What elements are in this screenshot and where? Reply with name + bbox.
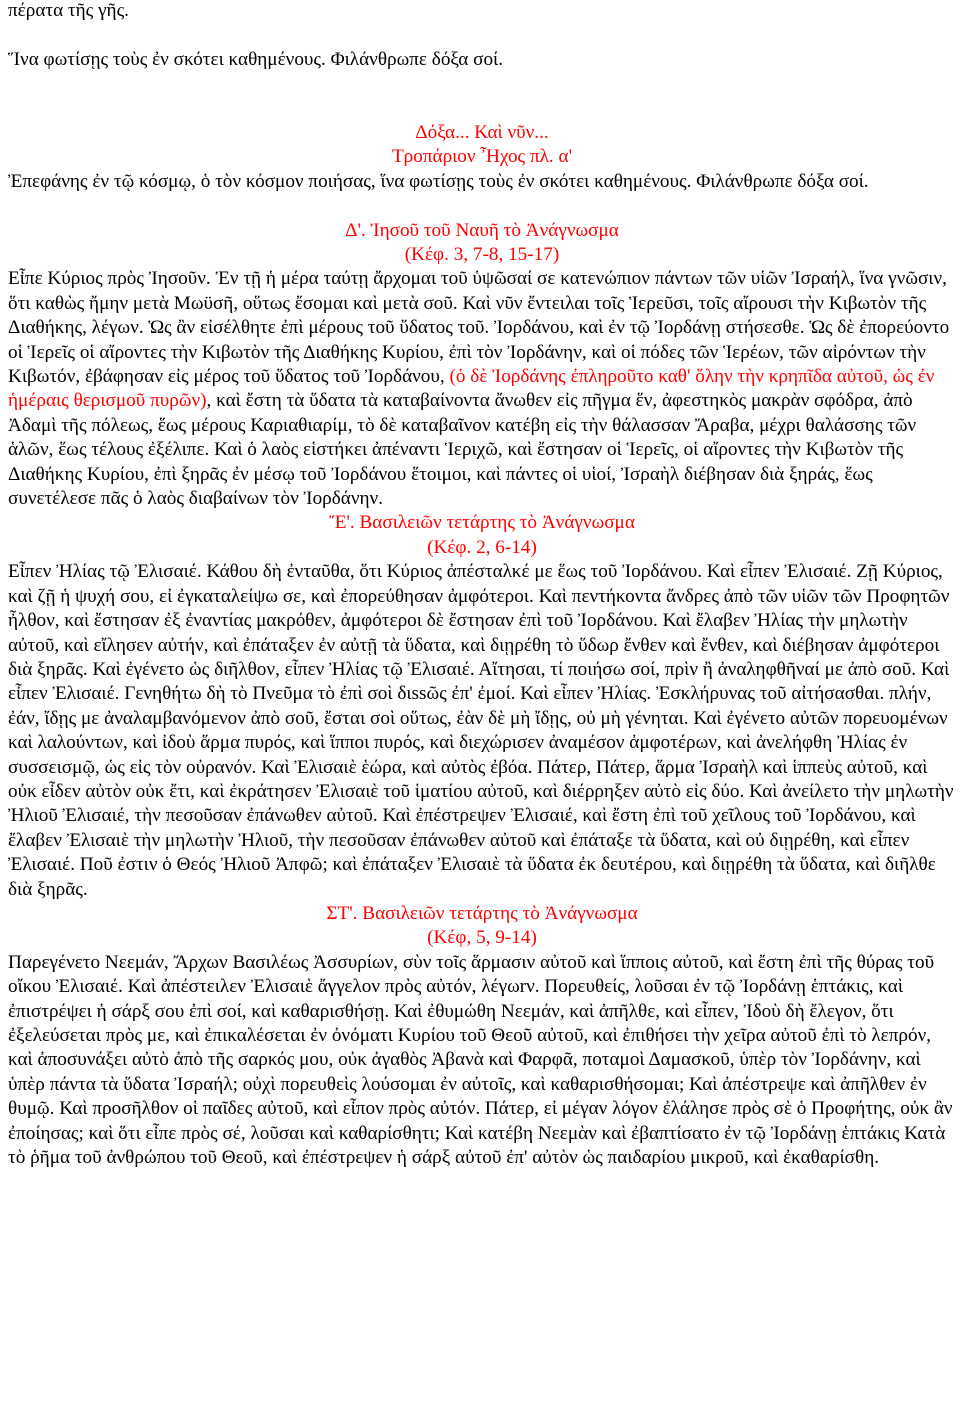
reading-4-ref: (Κέφ. 3, 7-8, 15-17)	[404, 244, 560, 265]
blank-line	[8, 97, 956, 121]
reading-4-text	[8, 267, 956, 511]
doxa-heading: Δόξα... Καὶ νῦν...	[415, 121, 549, 143]
blank-line	[8, 194, 956, 218]
reading-4-text-b: , καὶ ἔστη τὰ ὕδατα τὰ καταβαίνοντα ἄνωθεν εἰς πῆγμα ἕν, ἀφεστηκὸς μακρὰν σφόδρα, ἀπὸ Ἀδαμὶ τῆς πόλεως, ἕως μέρους Καριαθιαρίμ, τὸ δὲ καταβαῖνον κατέβη εἰς τὴν θάλασσαν Ἄραβα, μέχρι θαλάσσης τῶν ἁλῶν, ἕως τέλους ἐξέλιπε. Καὶ ὁ λαὸς εἱστήκει ἀπέναντι Ἱεριχῶ, καὶ ἔστησαν οἱ Ἱερεῖς, οἱ αἴροντες τὴν Κιβωτὸν τῆς Διαθήκης Κυρίου, ἐπὶ ξηρᾶς ἐν μέσῳ τοῦ Ἰορδάνου ἕτοιμοι, καὶ πάντες οἱ υἱοί, Ἰσραὴλ διέβησαν διὰ ξηράς, ἕως συνετέλεσε πᾶς ὁ λαὸς διαβαίνων τὸν Ἰορδάνην.	[8, 390, 917, 510]
blank-line	[8, 72, 956, 96]
reading-6-title: ΣΤ'. Βασιλειῶν τετάρτης τὸ Ἀνάγνωσμα	[326, 902, 638, 924]
reading-6-ref: (Κέφ, 5, 9-14)	[427, 927, 537, 949]
troparion-heading: Τροπάριον Ἦχος πλ. α'	[391, 146, 573, 168]
reading-6-text: Παρεγένετο Νεεμάν, Ἄρχων Βασιλέως Ἀσσυρίων, σὺν τοῖς ἅρμασιν αὐτοῦ καὶ ἵπποις αὐτοῦ, καὶ ἔστη ἐπὶ τῆς θύρας τοῦ οἴκου Ἐλισαιέ. Καὶ ἀπέστειλεν Ἐλισαιὲ ἄγγελον πρὸς αὐτόν, λέγωrν. Πορευθείς, λοῦσαι ἐν τῷ Ἰορδάνῃ ἑπτάκις, καὶ ἐπιστρέψει ἡ σάρξ σου ἐπὶ σοί, καὶ καθαρισθήσῃ. Καὶ ἐθυμώθη Νεεμάν, καὶ ἀπῆλθε, καὶ εἶπεν, Ἰδοὺ δὴ ἔλεγον, ὅτι ἐξελεύσεται πρὸς με, καὶ ἐπικαλέσεται ἐν ὀνόματι Κυρίου τοῦ Θεοῦ αὐτοῦ, καὶ ἐπιθήσει τὴν χεῖρα αὐτοῦ ἐπὶ τὸ λεπρόν, καὶ ἀποσυνάξει αὐτὸ ἀπὸ τῆς σαρκός μου, οὐκ ἀγαθὸς Ἀβανὰ καὶ Φαρφᾶ, ποταμοὶ Δαμασκοῦ, ὑπὲρ τὸν Ἰορδάνην, καὶ ὑπὲρ πάντα τὰ ὕδατα Ἰσραήλ; οὐχὶ πορευθεὶς λούσομαι ἐν αὐτοῖς, καὶ καθαρισθήσομαι; Καὶ ἀπέστρεψε καὶ ἀπῆλθεν ἐν θυμῷ. Καὶ προσῆλθον οἱ παῖδες αὐτοῦ, καὶ εἶπον πρὸς αὐτόν. Πάτερ, εἰ μέγαν λόγον ἐλάλησε πρὸς σὲ ὁ Προφήτης, οὐκ ἂν ἐποίησας; καὶ ὅτι εἶπε πρὸς σέ, λοῦσαι καὶ καθαρίσθητι; Καὶ κατέβη Νεεμὰν καὶ ἐβαπτίσατο ἐν τῷ Ἰορδάνῃ ἑπτάκις Κατὰ τὸ ῥῆμα τοῦ ἀνθρώπου τοῦ Θεοῦ, καὶ ἐπέστρεψεν ἡ σάρξ αὐτοῦ ἐπ' αὐτὸν ὡς παιδαρίου μικροῦ, καὶ ἐκαθαρίσθη.	[8, 951, 953, 1169]
document-page	[8, 0, 956, 1170]
text-line: Ἵνα φωτίσῃς τοὺς ἐν σκότει καθημένους. Φιλάνθρωπε δόξα σοί.	[8, 48, 503, 70]
reading-4-title: Δ'. Ἰησοῦ τοῦ Ναυῆ τὸ Ἀνάγνωσμα	[345, 219, 619, 241]
troparion-text: Ἐπεφάνης ἐν τῷ κόσμῳ, ὁ τὸν κόσμον ποιήσας, ἵνα φωτίσῃς τοὺς ἐν σκότει καθημένους. Φιλάνθρωπε δόξα σοί.	[8, 170, 869, 192]
reading-4-text-red: (ὁ δὲ Ἰορδάνης ἐπληροῦτο καθ' ὅλην τὴν κρηπῖδα αὐτοῦ, ὡς ἐν ἡμέραις θερισμοῦ πυρῶν)	[8, 366, 935, 412]
reading-5-title: Ἔ'. Βασιλειῶν τετάρτης τὸ Ἀνάγνωσμα	[329, 512, 635, 534]
reading-4-text-a: Εἶπε Κύριος πρὸς Ἰησοῦν. Ἐν τῇ ἡ μέρα ταύτῃ ἄρχομαι τοῦ ὑψῶσαί σε κατενώπιον πάντων τῶν υἱῶν Ἰσραήλ, ἵνα γνῶσιν, ὅτι καθὼς ἤμην μετὰ Μωϋσῆ, οὕτως ἔσομαι καὶ μετὰ σοῦ. Καὶ νῦν ἔντειλαι τοῖς Ἱερεῦσι, τοῖς αἴρουσι τὴν Κιβωτὸν τῆς Διαθήκης, λέγων. Ὡς ἂν εἰσέλθητε ἐπὶ μέρους τοῦ ὕδατος τοῦ. Ἰορδάνου, καὶ ἐν τῷ Ἰορδάνῃ στήσεσθε. Ὡς δὲ ἐπορεύοντο οἱ Ἱερεῖς οἱ αἴροντες τὴν Κιβωτὸν τῆς Διαθήκης Κυρίου, ἐπὶ τὸν Ἰορδάνην, καὶ οἱ πόδες τῶν Ἱερέων, τῶν αἰρόντων τὴν Κιβωτόν, ἐβάφησαν εἰς μέρος τοῦ ὕδατος τοῦ Ἰορδάνου,	[8, 268, 950, 388]
blank-line	[8, 23, 956, 47]
reading-5-text: Εἶπεν Ἠλίας τῷ Ἐλισαιέ. Κάθου δὴ ἐνταῦθα, ὅτι Κύριος ἀπέσταλκέ με ἕως τοῦ Ἰορδάνου. Καὶ εἶπεν Ἐλισαιέ. Ζῇ Κύριος, καὶ ζῇ ἡ ψυχή σου, εἰ ἐγκαταλείψω σε, καὶ ἐπορεύθησαν ἀμφότεροι. Καὶ πεντήκοντα ἄνδρες ἀπὸ τῶν υἱῶν τῶν Προφητῶν ἦλθον, καὶ ἔστησαν ἐξ ἐναντίας μακρόθεν, ἀμφότεροι δὲ ἔστησαν ἐπὶ τοῦ Ἰορδάνου. Καὶ ἔλαβεν Ἠλίας τὴν μηλωτὴν αὐτοῦ, καὶ εἴλησεν αὐτήν, καὶ ἐπάταξεν ἐν αὐτῇ τὰ ὕδατα, καὶ διῃρέθη τὸ ὕδωρ ἔνθεν καὶ ἔνθεν, καὶ διέβησαν ἀμφότεροι διὰ ξηρᾶς. Καὶ ἐγένετο ὡς διῆλθον, εἶπεν Ἠλίας τῷ Ἐλισαιέ. Αἴτησαι, τί ποιήσω σοί, πρὶν ἢ ἀναληφθῆναί με ἀπὸ σοῦ. Καὶ εἶπεν Ἐλισαιέ. Γενηθήτω δὴ τὸ Πνεῦμα τὸ ἐπὶ σοὶ διssῶς ἐπ' ἐμοί. Καὶ εἶπεν Ἠλίας. Ἐσκλήρυνας τοῦ αἰτήσασθαι. πλήν, ἐάν, ἴδῃς με ἀναλαμβανόμενον ἀπὸ σοῦ, ἔσται σοὶ οὕτως, ἐὰν δὲ μὴ ἴδῃς, οὐ μὴ γένηται. Καὶ ἐγένετο αὐτῶν πορευομένων καὶ λαλούντων, καὶ ἰδοὺ ἅρμα πυρός, καὶ ἵπποι πυρός, καὶ διεχώρισεν ἀναμέσον ἀμφοτέρων, καὶ ἀνελήφθη Ἠλίας ἐν συσσεισμῷ, ὡς εἰς τὸν οὐρανόν. Καὶ Ἐλισαιὲ ἑώρα, καὶ αὐτὸς ἐβόα. Πάτερ, Πάτερ, ἅρμα Ἰσραὴλ καὶ ἱππεὺς αὐτοῦ, καὶ οὐκ εἶδεν αὐτὸν οὐκ ἔτι, καὶ ἐκράτησεν Ἐλισαιὲ τοῦ ἱματίου αὐτοῦ, καὶ διέρρηξεν αὐτὸ εἰς δύο. Καὶ ἀνείλετο τὴν μηλωτὴν Ἠλιοῦ Ἐλισαιέ, τὴν πεσοῦσαν ἐπάνωθεν αὐτοῦ. Καὶ ἐπέστρεψεν Ἐλισαιέ, καὶ ἔστη ἐπὶ τοῦ χεῖλους τοῦ Ἰορδάνου, καὶ ἔλαβεν Ἐλισαιὲ τὴν μηλωτὴν Ἠλιοῦ, τὴν πεσοῦσαν ἐπάνωθεν αὐτοῦ καὶ ἐπάταξε τὰ ὕδατα, καὶ οὐ διῃρέθη, καὶ εἶπεν Ἐλισαιέ. Ποῦ ἐστιν ὁ Θεός Ἠλιοῦ Ἀπφῶ; καὶ ἐπάταξεν Ἐλισαιὲ τὰ ὕδατα ἐκ δευτέρου, καὶ διῃρέθη τὰ ὕδατα, καὶ διῆλθε διὰ ξηρᾶς.	[8, 561, 954, 900]
text-line: πέρατα τῆς γῆς.	[8, 0, 129, 21]
reading-5-ref: (Κέφ. 2, 6-14)	[427, 536, 537, 558]
